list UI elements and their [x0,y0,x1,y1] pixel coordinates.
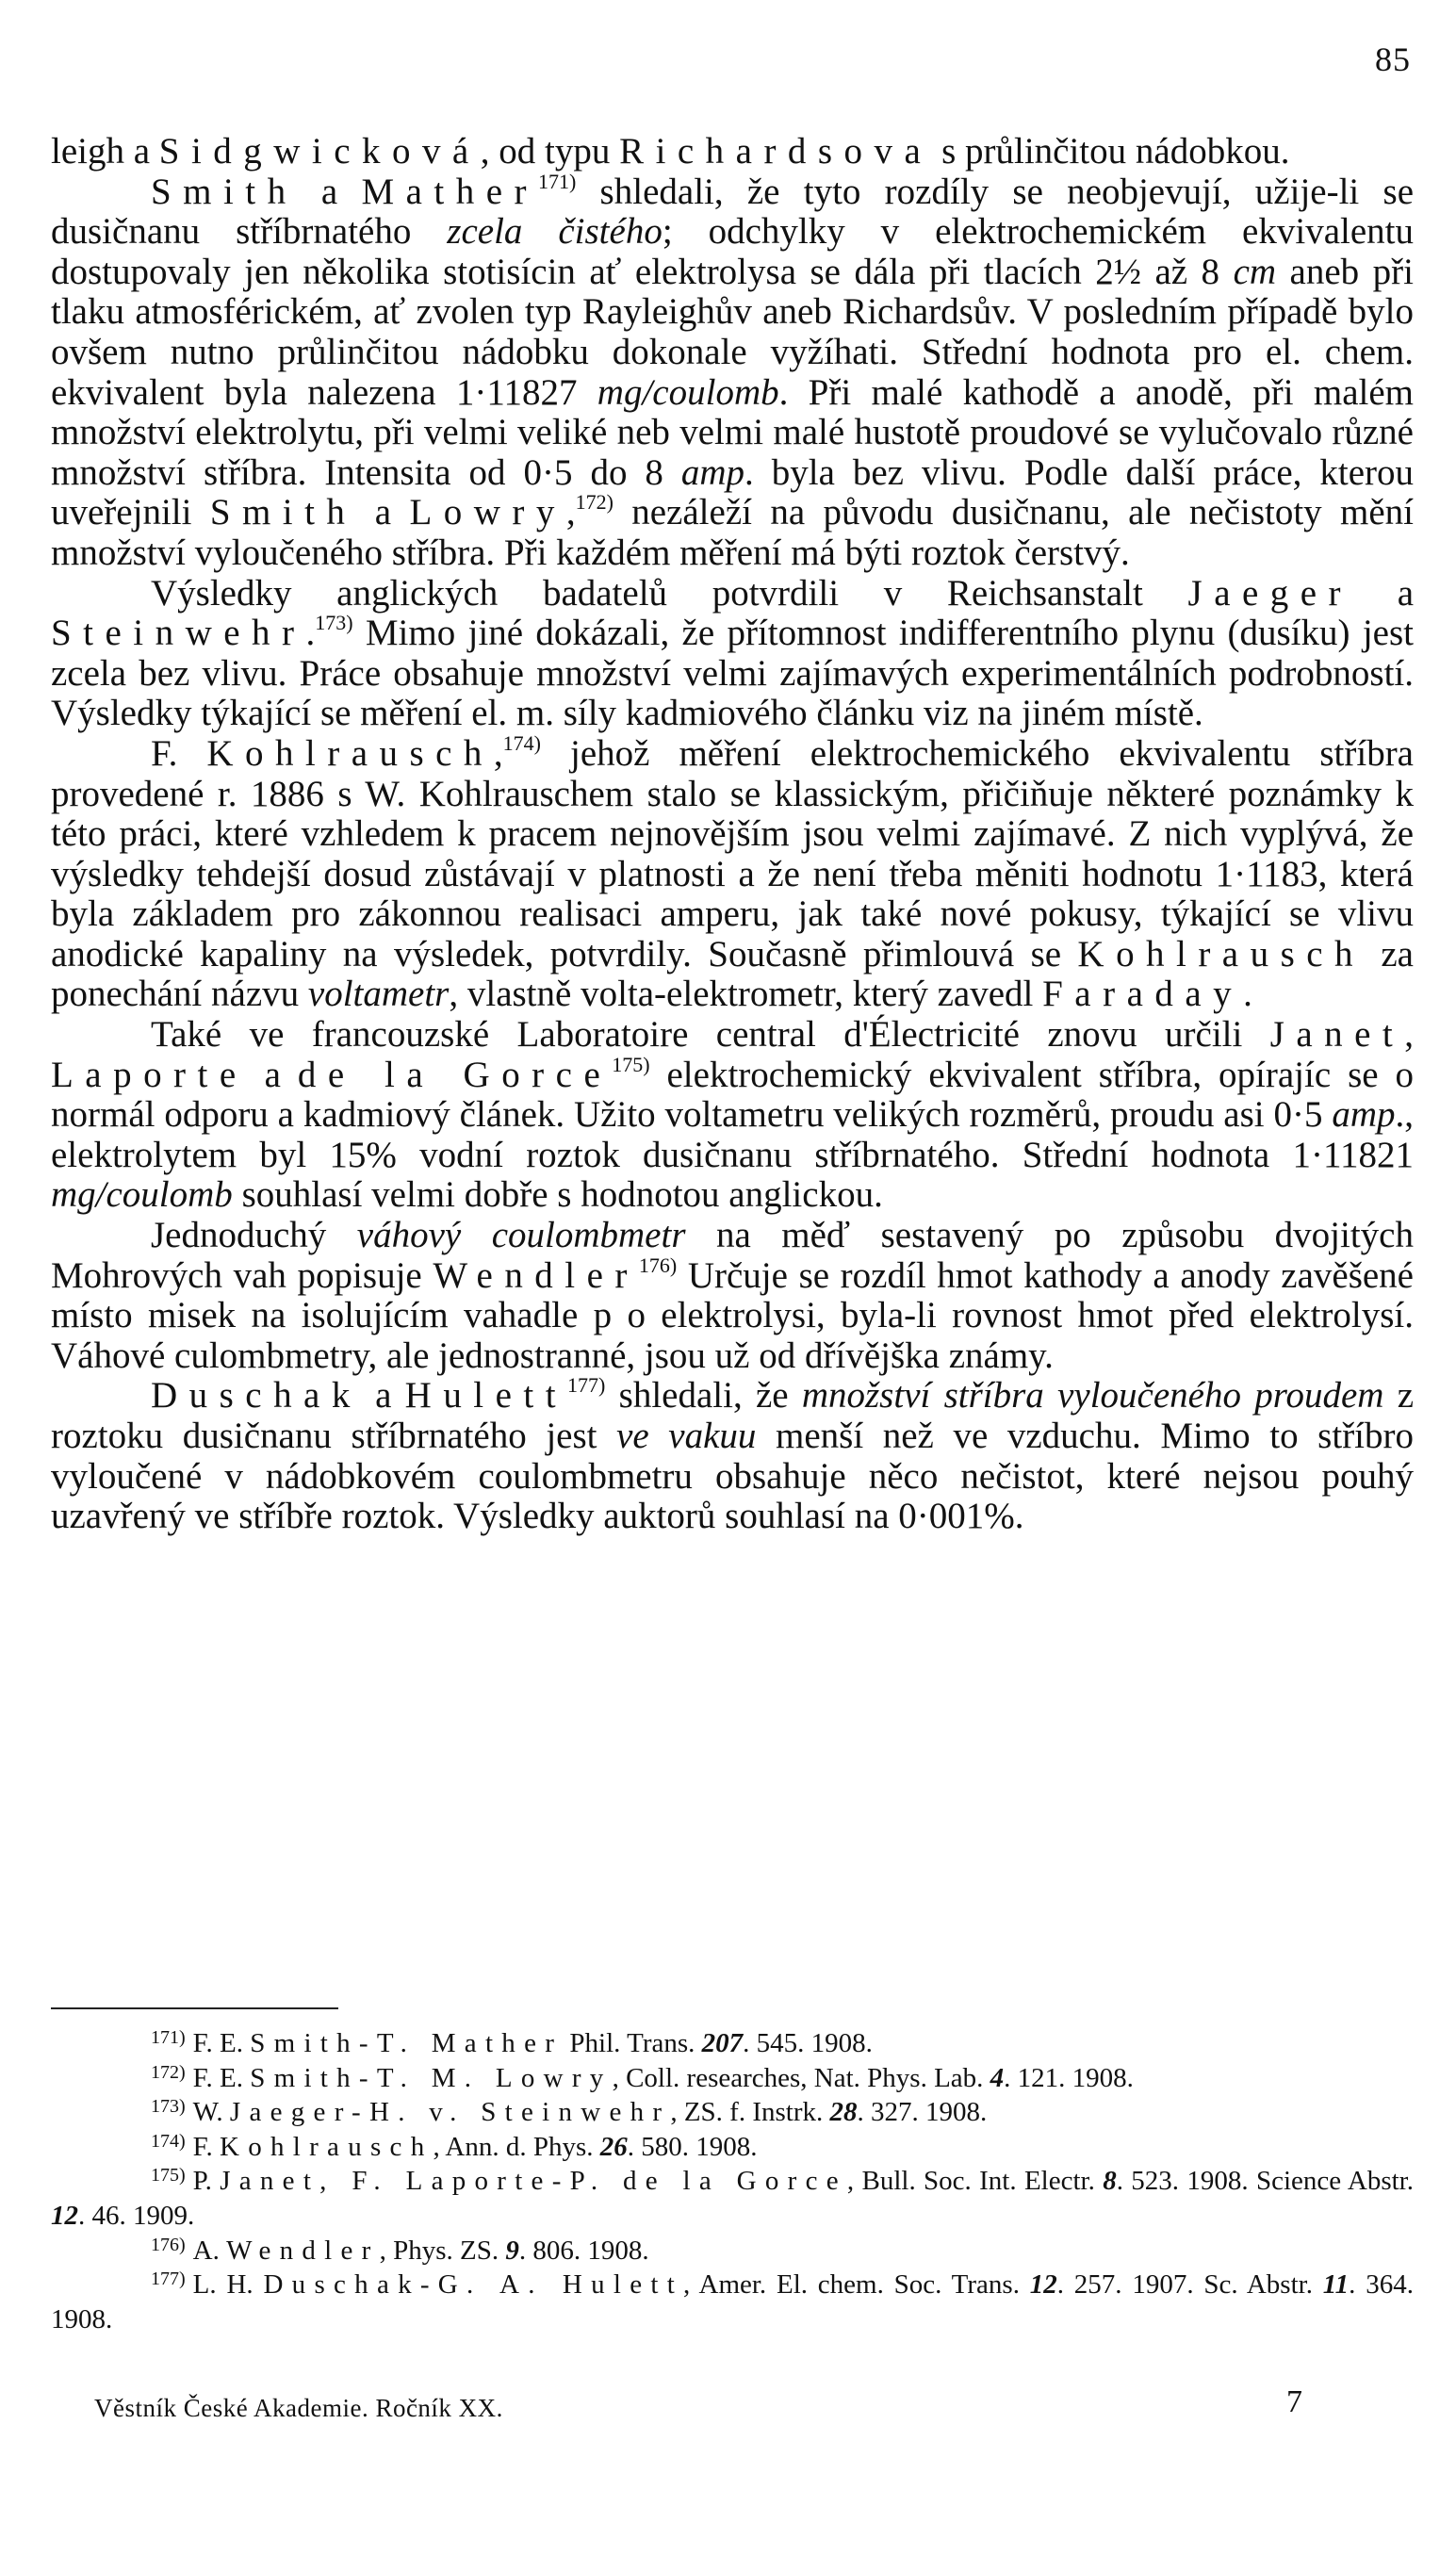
text-run: ; odchylky v elektrochemickém ekvivalentu dostupovaly jen několika stotisícin ať elektrolysa se dála při tlacích 2½ až 8 [51,211,1414,292]
footnote [51,2026,1414,2061]
text-run: . 257. 1907. Sc. Abstr. [1056,2269,1323,2301]
italic-term: množství stříbra vyloučeného proudem [801,1375,1384,1417]
text-run: . 545. 1908. [743,2028,873,2058]
footnote [51,2164,1414,2233]
text-run: aneb při tlaku atmosférickém, ať zvolen typ Rayleighův aneb Richardsův. V posledním případě bylo ovšem nutno průlinčitou nádobku dokonale vyžíhati. Střední hodnota pro el. chem. ekvivalent byla nalezena 1·11827 [51,251,1414,413]
text-run: . 806. 1908. [518,2235,649,2266]
paragraph [51,1015,1414,1216]
text-run: , Amer. El. chem. Soc. Trans. [683,2269,1030,2301]
italic-term: amp [1332,1094,1396,1136]
text-run: . [305,613,316,654]
italic-term: mg/coulomb [51,1174,233,1216]
text-run: , [1404,1014,1414,1056]
author-name: Duschak [151,1375,362,1417]
italic-term: voltametr [307,974,450,1015]
text-run: jehož měření elektrochemického ekvivalentu stříbra provedené r. 1886 s W. Kohlrauschem stalo se klassickým, přičiňuje některé poznámky k této práci, které vzhledem k pracem nejnovějším jsou velmi zajímavé. Z nich vyplývá, že výsledky tehdejší dosud zůstávají v platnosti a že není třeba měniti hodnotu 1·1183, která byla základem pro zákonnou realisaci amperu, jak také nové pokusy, týkající se vlivu anodické kapaliny na výsledek, potvrdily. Současně přimlouvá se [51,732,1414,975]
volume-number: 8 [1103,2166,1117,2197]
text-run: , [493,732,503,774]
footnote-divider [51,2007,338,2009]
italic-term: cm [1233,251,1277,292]
text-run: , [565,492,576,533]
paragraph [51,730,1414,1015]
paragraph [51,169,1415,574]
volume-number: 11 [1322,2269,1350,2301]
text-run: menší než ve vzduchu. Mimo to stříbro vyloučené v nádobkovém coulombmetru obsahuje něco nečistot, které nejsou pouhý uzavřený ve stříbře roztok. Výsledky auktorů souhlasí na 0·001%. [51,1416,1414,1537]
author-name: Smith [151,171,298,212]
text-run: . byla bez vlivu. Podle další práce, kterou uveřejnili [51,451,1414,533]
text-run: W. [192,2097,230,2128]
author-name: Hulett [404,1375,568,1417]
text-run: L. H. [192,2269,264,2301]
volume-number: 26 [599,2131,628,2162]
text-run: F. [192,2131,220,2162]
text-run: . 121. 1908. [1004,2062,1134,2093]
author-name: Wendler [433,1254,639,1296]
italic-term: váhový coulombmetr [356,1215,686,1256]
footnote-number: 176) [151,2234,186,2255]
footnote-ref: 173) [315,611,353,635]
author-name: Kohlrausch [206,732,494,774]
text-run: Určuje se rozdíl hmot kathody a anody zavěšené místo misek na isolujícím vahadle p o elektrolysi, byla-li rovnost hmot před elektrolysí. Váhové culombmetry, ale jednostranné, jsou už od dřívějška známy. [51,1254,1414,1376]
author-name: Kohlrausch [1077,933,1366,975]
text-run: Mimo jiné dokázali, že přítomnost indifferentního plynu (dusíku) jest zcela bez vlivu. Práce obsahuje množství velmi zajímavých experimentálních podrobností. Výsledky týkající se měření el. m. síly kadmiového článku viz na jiném místě. [51,613,1414,734]
footnote-ref: 177) [567,1373,606,1398]
text-run: F. [151,732,207,774]
text-run: shledali, že tyto rozdíly se neobjevují, užije-li se dusičnanu stříbrnatého [51,171,1414,253]
journal-footer: Věstník České Akademie. Ročník XX. [94,2394,503,2422]
text-run: ., elektrolytem byl 15% vodní roztok dusičnanu stříbrnatého. Střední hodnota 1·11821 [51,1094,1414,1175]
footnote-number: 172) [151,2061,186,2083]
text-run: z roztoku dusičnanu stříbrnatého jest [51,1375,1415,1456]
text-run: . 46. 1909. [78,2200,195,2231]
text-run: F. E. [192,2062,251,2093]
volume-number: 12 [1029,2269,1057,2301]
footnote [51,2095,1414,2130]
text-run: a [297,171,362,212]
text-run: , vlastně volta-elektrometr, který zavedl [449,974,1043,1015]
author-name: Jaeger [1187,572,1353,614]
author-name: Lowry [409,492,566,533]
footnote-number: 171) [151,2027,186,2048]
author-name: de la Gorce [297,1054,613,1095]
footnote-ref: 174) [502,730,541,755]
author-name: Smith [209,492,357,533]
footnote-number: 173) [151,2096,186,2118]
author-name: Steinwehr [51,613,306,654]
footnote-number: 175) [151,2165,186,2186]
footnote-ref: 172) [575,490,613,515]
text-run: . Při malé kathodě a anodě, při malém množství elektrolytu, při velmi veliké neb velmi malé hustotě proudové se vylučovalo různé množství stříbra. Intensita od 0·5 do 8 [51,371,1414,493]
author-name: Smith-T. Mather [250,2028,564,2058]
text-run: s průlinčitou nádobkou. [932,131,1290,172]
text-run: za ponechání názvu [51,933,1414,1015]
text-run: . 523. 1908. Science Abstr. [1116,2166,1414,2197]
paragraph [51,132,1414,172]
author-name: Janet [1269,1014,1405,1056]
text-run: . 364. 1908. [51,2269,1414,2334]
text-run: A. [192,2235,227,2266]
text-run: F. E. [192,2028,251,2058]
author-name: Laporte [51,1054,248,1095]
author-name: Mather [361,171,538,212]
italic-term: ve vakuu [616,1416,757,1456]
text-run: na měď sestavený po způsobu dvojitých Mohrových vah popisuje [51,1215,1414,1296]
text-run: Phil. Trans. [563,2028,702,2058]
paragraph [51,1216,1414,1376]
footnote-number: 177) [151,2268,186,2290]
footnote [51,2061,1414,2096]
text-run: a [247,1054,298,1095]
text-run: , ZS. f. Instrk. [670,2097,830,2128]
footnote [51,2268,1414,2336]
volume-number: 28 [829,2097,858,2128]
text-run: Jednoduchý [151,1215,357,1256]
author-name: Faraday [1042,974,1244,1015]
text-run: , od typu [480,131,620,172]
signature-mark: 7 [1286,2384,1302,2419]
author-name: Janet, F. Laporte-P. de la Gorce [220,2166,847,2197]
footnotes [51,2026,1414,2336]
footnote-ref: 175) [612,1052,650,1076]
paragraph [51,1373,1415,1537]
text-run: Výsledky anglických badatelů potvrdili v Reichsanstalt [151,572,1188,614]
text-run: leigh a [51,131,159,172]
author-name: Kohlrausch [219,2131,434,2162]
author-name: Duschak-G. A. Hulett [263,2269,684,2301]
text-run: shledali, že [605,1375,802,1417]
text-run: . 327. 1908. [857,2097,988,2128]
text-run: , Phys. ZS. [379,2235,506,2266]
text-run: , Ann. d. Phys. [433,2131,600,2162]
body-text [51,132,1414,1537]
footnote-ref: 171) [537,169,577,193]
text-run: , Coll. researches, Nat. Phys. Lab. [612,2062,990,2093]
text-run: nezáleží na původu dusičnanu, ale nečistoty mění množství vyloučeného stříbra. Při každém měření má býti roztok čerstvý. [51,492,1415,573]
volume-number: 9 [505,2235,519,2266]
text-run: a [361,1375,405,1417]
text-run: Také ve francouzské Laboratoire central d'Électricité znovu určili [151,1014,1270,1056]
italic-term: zcela čistého [447,211,663,253]
page-number: 85 [1375,41,1411,78]
text-run: P. [192,2166,221,2197]
text-run: . 580. 1908. [627,2131,758,2162]
author-name: Sidgwicková [158,131,481,172]
author-name: Wendler [226,2235,380,2266]
text-run: elektrochemický ekvivalent stříbra, opírajíc se o normál odporu a kadmiový článek. Užito voltametru velikých rozměrů, proudu asi 0·5 [51,1054,1414,1136]
author-name: Jaeger-H. v. Steinwehr [229,2097,671,2128]
footnote [51,2234,1414,2268]
footnote-number: 174) [151,2130,186,2152]
italic-term: mg/coulomb [597,371,779,413]
author-name: Richardsova [619,131,933,172]
footnote [51,2130,1414,2165]
text-run: a [1352,572,1415,614]
text-run: souhlasí velmi dobře s hodnotou anglickou. [232,1174,883,1216]
text-run: . [1243,974,1252,1015]
volume-number: 207 [701,2028,744,2058]
footnote-ref: 176) [638,1253,678,1277]
text-run: , Bull. Soc. Int. Electr. [846,2166,1104,2197]
paragraph [51,574,1414,734]
volume-number: 4 [990,2062,1005,2093]
volume-number: 12 [51,2200,78,2231]
italic-term: amp [680,451,745,493]
text-run: a [356,492,410,533]
author-name: Smith-T. M. Lowry [250,2062,613,2093]
